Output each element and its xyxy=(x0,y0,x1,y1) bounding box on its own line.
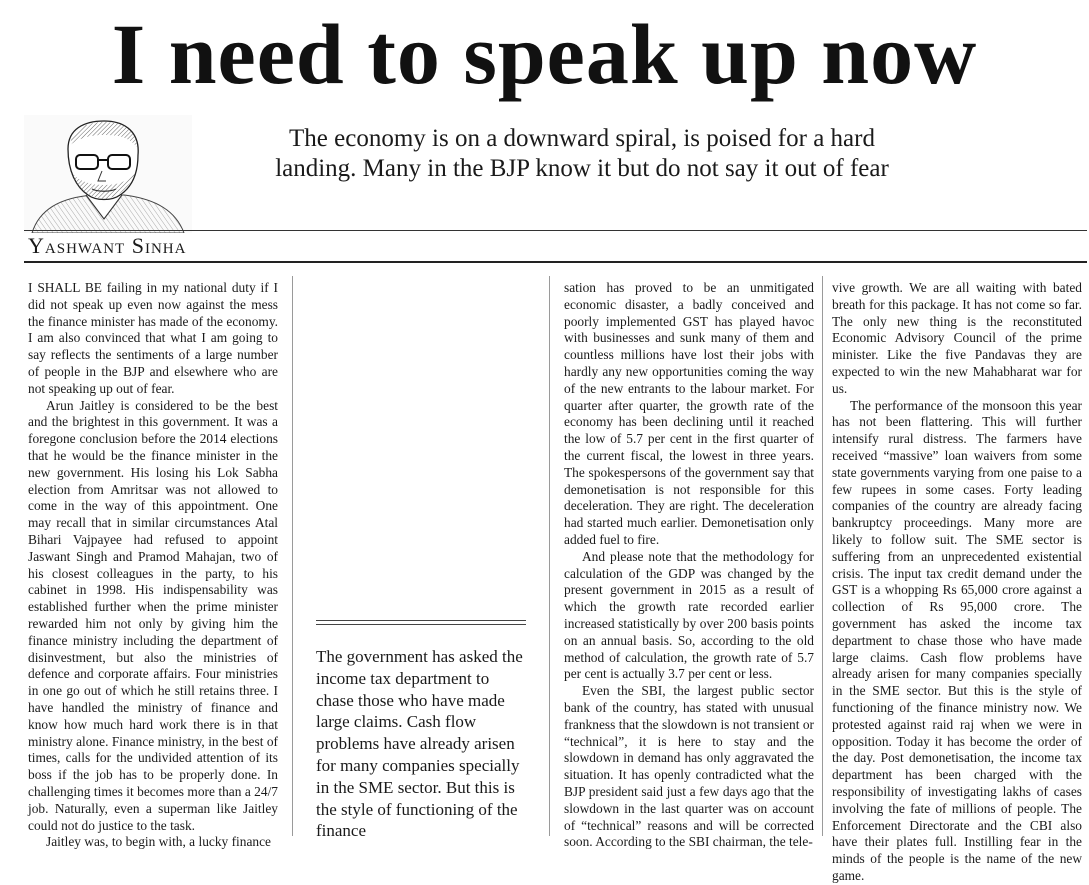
article-column-4 xyxy=(832,280,1082,885)
paragraph: Arun Jaitley is considered to be the best and the brightest in this government. It was a foregone conclusion before the 2014 elections that he would be the finance minister in the new government. His losing his Lok Sabha election from Amritsar was not allowed to come in the way of this appointment. One may recall that in similar circumstances Atal Bihari Vajpayee had refused to appoint Jaswant Singh and Pramod Mahajan, two of his closest colleagues in the party, to his cabinet in 1998. His indispensability was established further when the prime minister rewarded him not only by giving him the finance ministry including the department of disinvestment, but also the ministries of defence and corporate affairs. Four ministries in one go out of which he still retains three. I have handled the ministry of finance and know how much hard work there is in that ministry alone. Finance ministry, in the best of times, calls for the undivided attention of its boss if the job has to be properly done. In challenging times it becomes more than a 24/7 job. Naturally, even a superman like Jaitley could not do justice to the task. xyxy=(28,397,278,833)
paragraph: I SHALL BE failing in my national duty if I did not speak up even now against the mess the finance minister has made of the economy. I am also convinced that what I am going to say reflects the sentiments of a large number of people in the BJP and elsewhere who are not speaking up out of fear. xyxy=(28,280,278,396)
headline: I need to speak up now xyxy=(111,6,978,102)
paragraph: Even the SBI, the largest public sector bank of the country, has stated with unusual frankness that the slowdown is not transient or “technical”, it is here to stay and the slowdown in demand has only aggravated the situation. It has openly contradicted what the BJP president said just a few days ago that the slowdown in the last quarter was on account of “technical” reasons and will be corrected soon. According to the SBI chairman, the tele- xyxy=(564,683,814,850)
author-portrait xyxy=(24,115,192,233)
byline-rule-top xyxy=(24,230,1087,231)
paragraph: vive growth. We are all waiting with bated breath for this package. It has not come so far. The only new thing is the reconstituted Economic Advisory Council of the prime minister. Like the five Pandavas they are expected to win the new Mahabharat war for us. xyxy=(832,280,1082,396)
article-column-1 xyxy=(28,280,278,851)
subheadline: The economy is on a downward spiral, is poised for a hard landing. Many in the BJP know it but do not say it out of fear xyxy=(275,125,889,182)
paragraph: And please note that the methodology for calculation of the GDP was changed by the present government in 2015 as a result of which the growth rate recorded earlier increased statistically by over 200 basis points on an annual basis. So, according to the old method of calculation, the growth rate of 5.7 per cent is actually 3.7 per cent or less. xyxy=(564,548,814,682)
paragraph: The performance of the monsoon this year has not been flattering. This will further intensify rural distress. The farmers have received “massive” loan waivers from some state governments varying from one paise to a few rupees in some cases. Forty leading companies of the country are already facing bankruptcy proceedings. Many more are likely to follow suit. The SME sector is suffering from an unprecedented existential crisis. The input tax credit demand under the GST is a whopping Rs 65,000 crore against a collection of Rs 95,000 crore. The government has asked the income tax department to chase those who have made large claims. Cash flow problems have already arisen for many companies specially in the SME sector. But this is the style of functioning of the finance ministry now. We protested against raid raj when we were in opposition. Today it has become the order of the day. Post demonetisation, the income tax department has been charged with the responsibility of investigating lakhs of cases involving the fate of millions of people. The Enforcement Directorate and the CBI also have their plates full. Instilling fear in the minds of the people is the name of the new game. xyxy=(832,397,1082,883)
column-divider xyxy=(822,276,823,836)
pull-quote-rules xyxy=(316,620,526,628)
column-divider xyxy=(549,276,550,836)
pull-quote: The government has asked the income tax department to chase those who have made large claims. Cash flow problems have already arisen for many companies specially in the SME sector. But this is the style of functioning of the finance xyxy=(316,647,523,841)
article-column-3 xyxy=(564,280,814,851)
paragraph: sation has proved to be an unmitigated economic disaster, a badly conceived and poorly implemented GST has played havoc with businesses and sunk many of them and countless millions have lost their jobs with hardly any new opportunities coming the way of the new entrants to the labour market. For quarter after quarter, the growth rate of the economy has been declining until it reached the low of 5.7 per cent in the first quarter of the current fiscal, the lowest in three years. The spokespersons of the government say that demonetisation is not responsible for this deceleration. They are right. The deceleration had started much earlier. Demonetisation only added fuel to fire. xyxy=(564,280,814,547)
byline: Yashwant Sinha xyxy=(28,233,187,258)
byline-rule-bottom xyxy=(24,261,1087,263)
paragraph: Jaitley was, to begin with, a lucky finance xyxy=(46,834,271,850)
column-divider xyxy=(292,276,293,836)
